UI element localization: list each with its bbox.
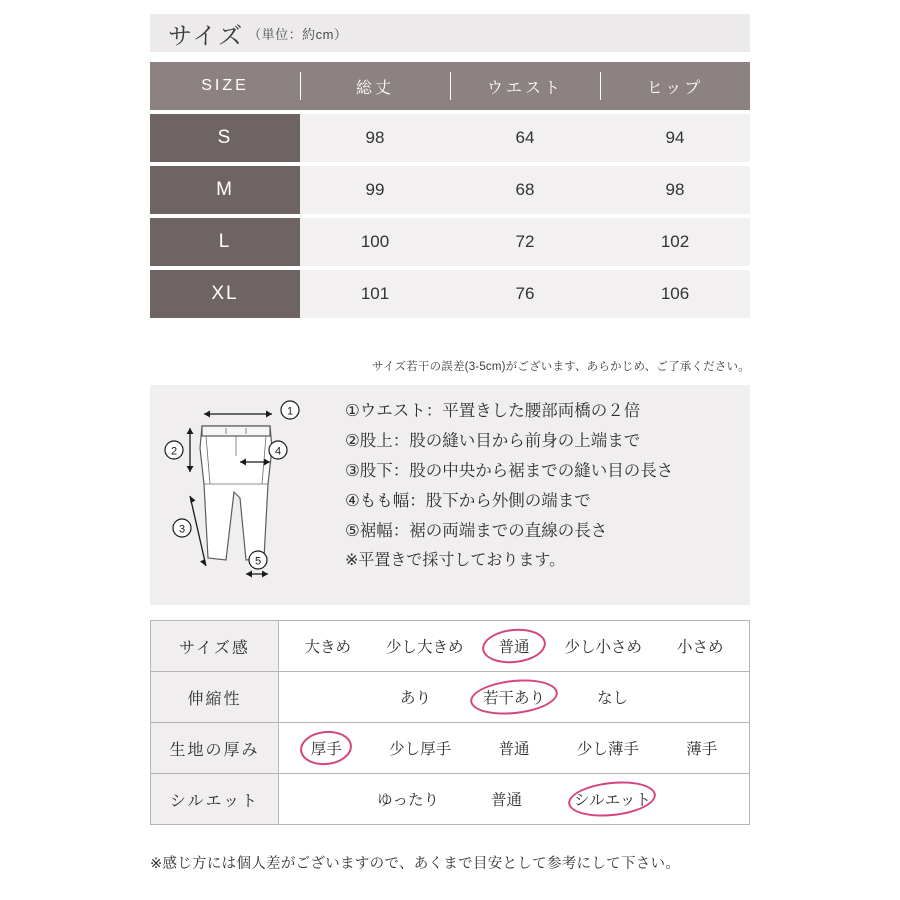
feel-row-options-thickness [279,723,750,774]
legend-item-inseam: ③股下：股の中央から裾までの縫い目の長さ [345,462,674,480]
size-table-header-length: 総丈 [300,62,450,110]
feel-option-thickness-4[interactable]: 薄手 [686,741,718,758]
cell-m-length: 99 [300,166,450,214]
fit-feel-table [150,620,750,825]
size-table-header-waist: ウエスト [450,62,600,110]
cell-s-waist: 64 [450,114,600,162]
feel-option-thickness-3[interactable]: 少し薄手 [576,741,639,758]
size-table-head [150,62,750,110]
page-title [150,14,750,52]
feel-option-silhouette-1[interactable]: 普通 [491,792,523,809]
feel-row-options-silhouette [279,774,750,825]
feel-row-label-size: サイズ感 [151,621,279,672]
feel-row-label-stretch: 伸縮性 [151,672,279,723]
legend-item-thigh: ④もも幅：股下から外側の端まで [345,492,591,510]
feel-option-stretch-0[interactable]: あり [399,690,431,707]
legend-item-hem: ⑤裾幅：裾の両端までの直線の長さ [345,522,608,540]
cell-m-hip: 98 [600,166,750,214]
cell-l-hip: 102 [600,218,750,266]
feel-option-thickness-2[interactable]: 普通 [498,741,530,758]
table-row [151,621,750,672]
svg-text:5: 5 [254,555,262,568]
feel-option-size-1[interactable]: 少し大きめ [385,639,464,656]
size-table-header-size: SIZE [150,62,300,110]
table-row [151,672,750,723]
cell-l-length: 100 [300,218,450,266]
table-row [151,723,750,774]
svg-text:2: 2 [170,445,178,458]
size-table [150,58,750,322]
cell-m-waist: 68 [450,166,600,214]
feel-option-thickness-1[interactable]: 少し厚手 [389,741,452,758]
table-row [150,270,750,318]
cell-xl-length: 101 [300,270,450,318]
size-label-xl: XL [150,270,300,318]
feel-row-label-thickness: 生地の厚み [151,723,279,774]
pants-measurement-diagram-icon [160,388,340,600]
feel-option-silhouette-0[interactable]: ゆったり [377,792,440,809]
cell-l-waist: 72 [450,218,600,266]
svg-text:3: 3 [178,523,186,536]
cell-s-length: 98 [300,114,450,162]
page-title-main: サイズ [168,22,245,50]
feel-option-stretch-2[interactable]: なし [597,690,629,707]
cell-s-hip: 94 [600,114,750,162]
feel-option-size-2[interactable]: 普通 [494,633,533,659]
feel-option-size-4[interactable]: 小さめ [676,639,724,656]
feel-row-options-stretch [279,672,750,723]
cell-xl-hip: 106 [600,270,750,318]
cell-xl-waist: 76 [450,270,600,318]
feel-option-silhouette-2[interactable]: シルエット [570,786,655,812]
table-row [150,114,750,162]
legend-item-rise: ②股上：股の縫い目から前身の上端まで [345,432,641,450]
svg-text:1: 1 [286,405,294,418]
feel-option-size-3[interactable]: 少し小さめ [564,639,642,656]
footer-note: ※感じ方には個人差がございますので、あくまで目安として参考にして下さい。 [150,856,681,872]
page-title-unit: （単位：約cm） [248,26,348,42]
legend-item-waist: ①ウエスト：平置きした腰部両橋の２倍 [345,402,641,420]
table-row [150,166,750,214]
size-table-header-hip: ヒップ [600,62,750,110]
table-row [150,218,750,266]
legend-flat-measure-note: ※平置きで採寸しております。 [345,552,566,569]
feel-option-stretch-1[interactable]: 若干あり [479,684,549,710]
feel-row-label-silhouette: シルエット [151,774,279,825]
feel-option-thickness-0[interactable]: 厚手 [307,735,346,761]
size-label-m: M [150,166,300,214]
size-label-s: S [150,114,300,162]
size-table-header-row [150,62,750,110]
size-table-body [150,114,750,318]
size-label-l: L [150,218,300,266]
svg-text:4: 4 [274,445,282,458]
size-tolerance-note: サイズ若干の誤差(3-5cm)がございます、あらかじめ、ご了承ください。 [371,361,750,373]
feel-row-options-size [279,621,750,672]
table-row [151,774,750,825]
feel-option-size-0[interactable]: 大きめ [304,639,351,656]
measurement-legend [345,396,745,576]
